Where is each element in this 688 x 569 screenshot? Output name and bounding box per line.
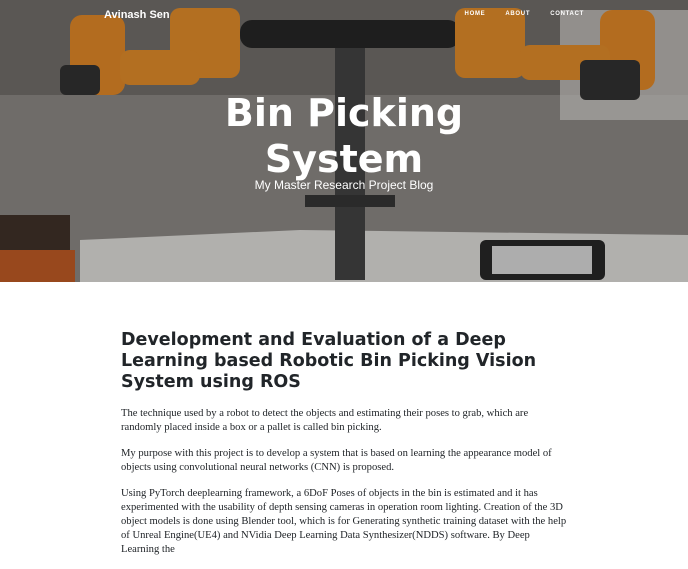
- page-title-line-1: Bin Picking: [224, 91, 464, 135]
- page-subtitle: My Master Research Project Blog: [254, 178, 434, 192]
- post-title: Development and Evaluation of a Deep Learning based Robotic Bin Picking Vision System using ROS: [121, 330, 537, 392]
- post-content: [121, 330, 567, 569]
- nav-home[interactable]: HOME: [464, 11, 486, 17]
- hero-header: [0, 0, 688, 282]
- post-paragraph-3: Using PyTorch deeplearning framework, a 6DoF Poses of objects in the bin is estimated and it has experimented with the usability of depth sensing cameras in operation room lighting. Creation of the 3D object models is done using Blender tool, which is for Generating synthetic training dataset with the help of Unreal Engine(UE4) and NVidia Deep Learning Data Synthesizer(NDDS) software. By Deep Learning the: [121, 488, 567, 555]
- brand-link[interactable]: Avinash Sen: [104, 9, 170, 21]
- post-paragraph-1: The technique used by a robot to detect the objects and estimating their poses to grab, which are randomly placed inside a box or a pallet is called bin picking.: [121, 408, 529, 433]
- page-title: [0, 90, 688, 182]
- post-paragraph-2: My purpose with this project is to develop a system that is based on learning the appearance model of objects using convolutional neural networks (CNN) is proposed.: [121, 448, 552, 473]
- nav-menu: [465, 11, 584, 17]
- nav-about[interactable]: ABOUT: [505, 11, 531, 17]
- nav-contact[interactable]: CONTACT: [550, 11, 584, 17]
- page-title-line-2: System: [264, 137, 424, 181]
